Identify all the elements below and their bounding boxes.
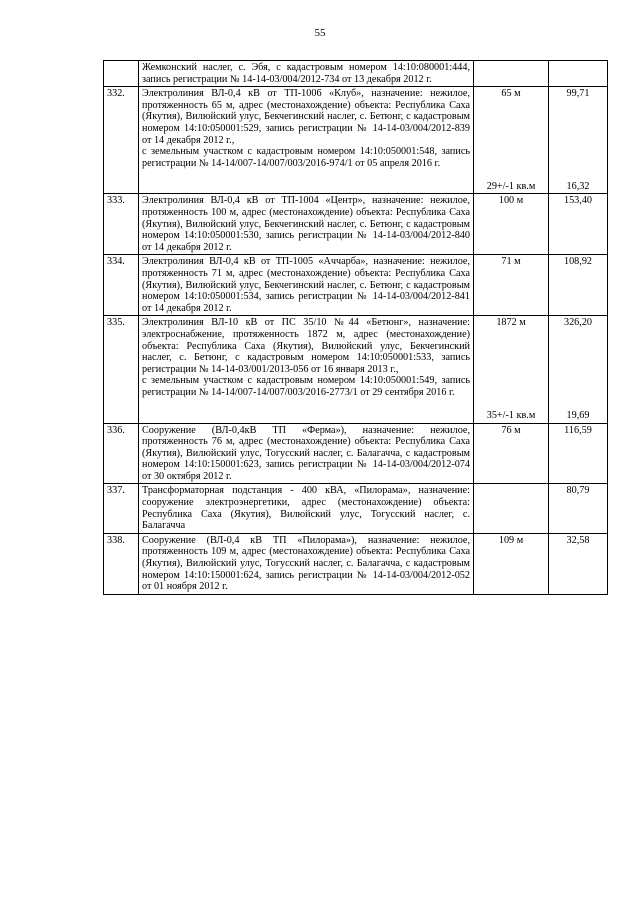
record-quantity [474,316,549,423]
record-number: 338. [104,533,139,594]
table-row [104,316,608,423]
record-description [139,533,474,594]
record-number [104,61,139,87]
table-row [104,87,608,194]
table-row [104,194,608,255]
record-number: 336. [104,423,139,484]
record-description [139,423,474,484]
record-description [139,194,474,255]
table-row [104,423,608,484]
quantity-land: 35+/-1 кв.м [486,409,536,421]
quantity-main: 1872 м [496,317,526,329]
description-text: Жемконский наслег, с. Эбя, с кадастровым номером 14:10:080001:444, запись регистрации № 14-14-03/004/2012-734 от 13 декабря 2012 г. [142,62,470,85]
record-description [139,255,474,316]
record-value: 153,40 [549,194,608,255]
description-text: Электролиния ВЛ-10 кВ от ПС 35/10 №44 «Бетюнг», назначение: электроснабжение, протяженность 1872 м, адрес (местонахождение) объекта: Республика Саха (Якутия), Вилюйский улус, Бекчегинский наслег, с. Бетюнг, с кадастровым номером 14:10:050001:533, запись регистрации № 14-14-03/001/2013-056 от 16 января 2013 г., [142,317,470,375]
table-row [104,61,608,87]
record-value [549,87,608,194]
record-quantity [474,87,549,194]
record-description [139,87,474,194]
table-row [104,484,608,533]
record-value: 80,79 [549,484,608,533]
record-quantity [474,484,549,533]
record-number: 332. [104,87,139,194]
record-number: 334. [104,255,139,316]
table-row [104,255,608,316]
record-quantity [474,61,549,87]
record-value: 108,92 [549,255,608,316]
record-description [139,61,474,87]
value-main: 326,20 [563,317,592,329]
quantity-land: 29+/-1 кв.м [486,180,536,192]
value-main: 99,71 [566,88,590,100]
record-number: 335. [104,316,139,423]
land-plot-text: с земельным участком с кадастровым номером 14:10:050001:548, запись регистрации № 14-14/007-14/007/003/2016-974/1 от 05 апреля 2016 г. [142,146,470,169]
property-records-table [103,60,608,595]
record-quantity: 76 м [474,423,549,484]
table-row [104,533,608,594]
record-number: 333. [104,194,139,255]
record-number: 337. [104,484,139,533]
record-value: 116,59 [549,423,608,484]
record-description [139,316,474,423]
description-text: Сооружение (ВЛ-0,4кВ ТП «Ферма»), назначение: нежилое, протяженность 76 м, адрес (местонахождение) объекта: Республика Саха (Якутия), Вилюйский улус, Тогусский наслег, с. Балагачча, с кадастровым номером 14:10:150001:623, запись регистрации № 14-14-03/004/2012-074 от 30 октября 2012 г. [142,424,470,482]
description-text: Электролиния ВЛ-0,4 кВ от ТП-1005 «Аччарба», назначение: нежилое, протяженность 71 м, адрес (местонахождение) объекта: Республика Саха (Якутия), Вилюйский улус, Бекчегинский наслег, с. Бетюнг, с кадастровым номером 14:10:050001:534, запись регистрации № 14-14-03/004/2012-841 от 14 декабря 2012 г. [142,256,470,314]
record-description [139,484,474,533]
description-text: Трансформаторная подстанция - 400 кВА, «Пилорама», назначение: сооружение электроэнергетики, адрес (местонахождение) объекта: Республика Саха (Якутия), Вилюйский улус, Тогусский наслег, с. Балагачча [142,485,470,532]
description-text: Электролиния ВЛ-0,4 кВ от ТП-1004 «Центр», назначение: нежилое, протяженность 100 м, адрес (местонахождение) объекта: Республика Саха (Якутия), Вилюйский улус, Бекчегинский наслег, с. Бетюнг, с кадастровым номером 14:10:050001:530, запись регистрации № 14-14-03/004/2012-840 от 14 декабря 2012 г. [142,195,470,253]
description-text: Электролиния ВЛ-0,4 кВ от ТП-1006 «Клуб», назначение: нежилое, протяженность 65 м, адрес (местонахождение) объекта: Республика Саха (Якутия), Вилюйский улус, Бекчегинский наслег, с. Бетюнг, с кадастровым номером 14:10:050001:529, запись регистрации № 14-14-03/004/2012-839 от 14 декабря 2012 г., [142,88,470,146]
page-number: 55 [314,27,326,39]
description-text: Сооружение (ВЛ-0,4 кВ ТП «Пилорама»), назначение: нежилое, протяженность 109 м, адрес (местонахождение) объекта: Республика Саха (Якутия), Вилюйский улус, Тогусский наслег, с. Балагачча, с кадастровым номером 14:10:150001:624, запись регистрации № 14-14-03/004/2012-052 от 01 ноября 2012 г. [142,534,470,593]
record-value: 32,58 [549,533,608,594]
value-land: 16,32 [566,180,590,192]
record-value [549,61,608,87]
quantity-main: 65 м [501,88,521,100]
value-land: 19,69 [566,409,590,421]
land-plot-text: с земельным участком с кадастровым номером 14:10:050001:549, запись регистрации № 14-14/007-14/007/003/2016-2773/1 от 29 сентября 2016 г. [142,375,470,398]
record-quantity: 71 м [474,255,549,316]
record-quantity: 100 м [474,194,549,255]
record-value [549,316,608,423]
record-quantity: 109 м [474,533,549,594]
